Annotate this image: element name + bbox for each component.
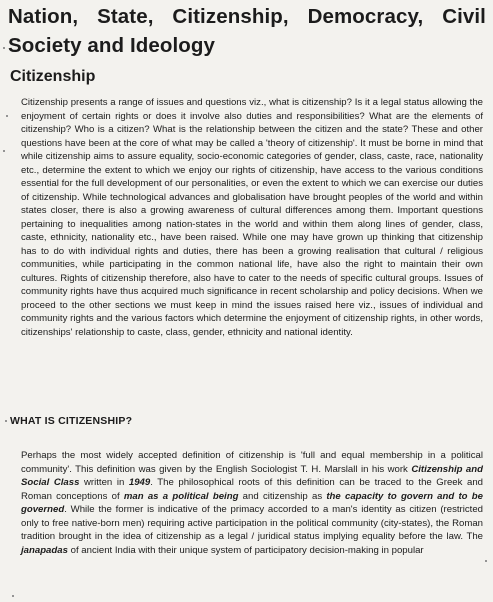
paragraph-text: written in xyxy=(79,477,129,488)
title-word: Citizenship, xyxy=(172,5,289,28)
paragraph-text: . While the former is indicative of the primacy accorded to a man's identity as citizen (restricted only to free native-born men) requiring active participation in the political community (city-states), the Roman tradition brought in the idea of citizenship as a legal / juridical status implying equality before the law. The xyxy=(21,504,483,542)
scan-speck xyxy=(5,420,7,422)
title-word: State, xyxy=(97,5,154,28)
scan-speck xyxy=(6,115,8,117)
concept-emphasis: man as a political being xyxy=(123,490,239,502)
subsection-title: WHAT IS CITIZENSHIP? xyxy=(10,415,133,427)
paragraph-text: . The philosophical roots of this definition can be traced to the Greek and Roman conceptions of xyxy=(21,477,484,502)
intro-paragraph: Citizenship presents a range of issues and questions viz., what is citizenship? Is it a legal status allowing the enjoyment of certain rights or does it involve also duties and responsibilities? What are the elements of citizenship? Who is a citizen? What is the relationship between the citizen and the state? These and other questions have been at the core of what may be called a 'theory of citizenship'. It must be borne in mind that while citizenship aims to assure equality, socio-economic categories of gender, class, caste, race, nationality etc., determine the extent to which we enjoy our rights of citizenship, have access to the various conditions essential for the full development of our personalities, or even the extent to which we can exercise our duties of citizenship. While technological advances and globalisation have brought peoples of the world and within states closer, there is also a growing awareness of cultural differences among them. Important questions pertaining to inequalities among nation-states in the world and within them along lines of gender, class, caste, ethnicity, nationality etc., have been raised. While one may have grown up thinking that citizenship has to do with individual rights and duties, there has been a growing realisation that cultural / religious communities, while participating in the common national life, have also the right to maintain their own cultures. Rights of citizenship therefore, also have to cater to the needs of specific cultural groups. Issues of community rights have thus acquired much significance in recent scholarship and policy decisions. When we proceed to the other sections we must keep in mind the issues raised here viz., issues of individual and community rights and the various factors which determine the enjoyment of citizenship rights, in other words, citizenships' relationship to caste, class, gender, ethnicity and national identity. xyxy=(21,97,483,338)
concept-emphasis: the capacity to govern and to be governed xyxy=(21,490,483,515)
paragraph-text: Perhaps the most widely accepted definition of citizenship is 'full and equal membership in a political community'. This definition was given by the English Sociologist T. H. Marslall in his work xyxy=(21,450,483,475)
chapter-title xyxy=(8,2,486,60)
term-emphasis: janapadas xyxy=(21,544,68,556)
title-word: Democracy, xyxy=(307,5,424,28)
scan-speck xyxy=(12,595,14,597)
paragraph-text: of ancient India with their unique system of participatory decision-making in popular xyxy=(67,544,424,556)
book-title-emphasis: Citizenship and Social Class xyxy=(21,463,483,488)
chapter-title-line-1 xyxy=(8,2,486,31)
title-word: Civil xyxy=(442,5,486,28)
scan-speck xyxy=(3,150,5,152)
scan-speck xyxy=(3,47,5,49)
scan-speck xyxy=(485,560,487,562)
section-title: Citizenship xyxy=(10,68,96,85)
title-word: Nation, xyxy=(8,5,79,28)
paragraph-text: and citizenship as xyxy=(238,490,327,502)
year-emphasis: 1949 xyxy=(128,477,151,488)
chapter-title-line-2: Society and Ideology xyxy=(8,34,216,57)
definition-paragraph xyxy=(21,449,483,557)
